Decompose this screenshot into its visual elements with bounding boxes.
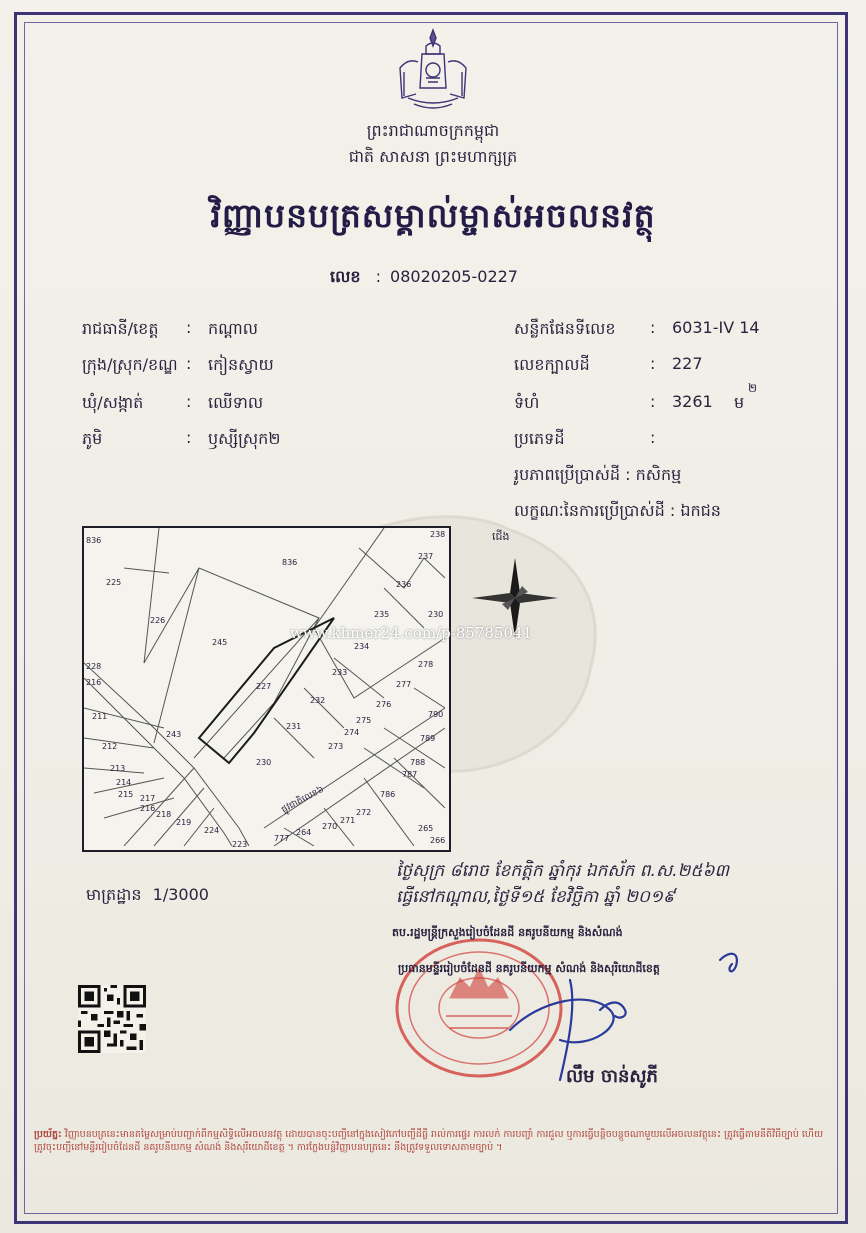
number-value: 08020205-0227: [390, 267, 518, 286]
sep-map-sheet: :: [650, 318, 656, 337]
map-parcel-label: 277: [396, 680, 412, 689]
value-commune: ឈើទាល: [208, 393, 264, 412]
land-use: [514, 464, 681, 488]
map-parcel-label: 264: [296, 828, 312, 837]
area-unit-superscript: ២: [748, 381, 758, 395]
map-parcel-label: 836: [282, 558, 298, 567]
sep-land-use: :: [625, 465, 631, 484]
sep-parcel-number: :: [650, 354, 656, 373]
sep-village: :: [186, 428, 192, 447]
map-parcel-label: 224: [204, 826, 220, 835]
map-parcel-label: 787: [402, 770, 418, 779]
map-parcel-label: 223: [232, 840, 248, 849]
map-parcel-label: 275: [356, 716, 372, 725]
qr-code[interactable]: [78, 985, 146, 1053]
map-parcel-label: 226: [150, 616, 166, 625]
map-parcel-label: 216: [86, 678, 102, 687]
land-use-characteristic: [514, 500, 721, 524]
label-area: ទំហំ: [514, 393, 540, 412]
value-area: 3261: [672, 392, 713, 411]
map-parcel-label: 245: [212, 638, 228, 647]
map-parcel-label: 230: [428, 610, 444, 619]
value-land-use: កសិកម្ម: [635, 465, 682, 484]
map-parcel-label: 237: [418, 552, 434, 561]
map-parcel-label: 274: [344, 728, 360, 737]
label-land-use-char: លក្ខណៈនៃការប្រើប្រាស់ដី: [514, 501, 665, 520]
value-village: ឫស្សីស្រុក២: [208, 429, 281, 448]
value-map-sheet: 6031-IV 14: [672, 318, 760, 337]
notice-heading: ប្រយ័ត្ន:: [34, 1129, 62, 1140]
map-parcel-label: 777: [274, 834, 290, 843]
certificate-title: វិញ្ញាបនបត្រសម្គាល់ម្ចាស់អចលនវត្ថុ: [210, 196, 656, 235]
kingdom-line: ព្រះរាជាណាចក្រកម្ពុជា: [366, 121, 500, 140]
map-parcel-label: 790: [428, 710, 444, 719]
map-parcel-label: 273: [328, 742, 344, 751]
map-parcel-label: 217: [140, 794, 156, 803]
map-parcel-label: 786: [380, 790, 396, 799]
map-parcel-label: 238: [430, 530, 446, 539]
signature-line-1: តប.រដ្ឋមន្ត្រីក្រសួងរៀបចំដែនដី នគរូបនីយកម្ម និងសំណង់: [392, 926, 623, 939]
sep-land-type: :: [650, 428, 656, 447]
map-parcel-label: 278: [418, 660, 434, 669]
map-parcel-label: 271: [340, 816, 356, 825]
sep-district: :: [186, 354, 192, 373]
label-land-type: ប្រភេទដី: [514, 429, 565, 448]
map-parcel-label: 211: [92, 712, 108, 721]
map-parcel-label: 214: [116, 778, 132, 787]
compass-north-label: ជើង: [492, 530, 510, 543]
map-parcel-label: 235: [374, 610, 390, 619]
label-district: ក្រុង/ស្រុក/ខណ្ឌ: [82, 355, 178, 374]
map-parcel-label: 233: [332, 668, 348, 677]
label-province: រាជធានី/ខេត្ត: [82, 319, 159, 338]
map-parcel-label: 231: [286, 722, 302, 731]
map-parcel-label: 236: [396, 580, 412, 589]
value-district: កៀនស្វាយ: [208, 355, 274, 374]
sep-province: :: [186, 318, 192, 337]
map-parcel-label: 216: [140, 804, 156, 813]
map-parcel-label: 215: [118, 790, 134, 799]
legal-notice: [34, 1128, 824, 1198]
map-parcel-label: 272: [356, 808, 372, 817]
value-province: កណ្ដាល: [208, 319, 258, 338]
number-sep: :: [375, 267, 381, 286]
royal-crest-icon: [388, 28, 478, 112]
signature-line-2: ប្រធានមន្ទីររៀបចំដែនដី នគរូបនីយកម្ម សំណង់ និងសុរិយោដីខេត្ត: [398, 962, 660, 975]
map-parcel-label: 213: [110, 764, 126, 773]
area-unit: ម: [734, 393, 745, 412]
notice-text: វិញ្ញាបនបត្រនេះមានតម្លៃសម្រាប់បញ្ជាក់ពីកម្មសិទ្ធិលើអចលនវត្ថុ ដោយបានចុះបញ្ជីនៅក្នុងសៀវភៅបញ្ជីដីធ្លី រាល់ការផ្ទេរ ការលក់ ការបញ្ចាំ ការជួល ឬការធ្វើបន្តិចបន្តួចណាមួយលើអចលនវត្ថុនេះ ត្រូវធ្វើតាមនីតិវិធីច្បាប់ ហើយត្រូវចុះបញ្ជីនៅមន្ទីររៀបចំដែនដី នគរូបនីយកម្ម សំណង់ និងសុរិយោដីខេត្ត ។ ការក្លែងបន្លំវិញ្ញាបនបត្រនេះ នឹងត្រូវទទួលទោសតាមច្បាប់ ។: [34, 1129, 824, 1153]
scale-label: មាត្រដ្ឋាន: [86, 885, 142, 904]
map-parcel-label: 788: [410, 758, 426, 767]
map-parcel-label: 212: [102, 742, 118, 751]
road-label: ផ្លូវជាតិលេខ៦: [280, 784, 326, 816]
sep-area: :: [650, 392, 656, 411]
map-parcel-label: 219: [176, 818, 192, 827]
map-scale: [86, 884, 209, 908]
website-watermark: www.khmer24.com/p-85785041: [290, 624, 533, 642]
map-parcel-label: 232: [310, 696, 326, 705]
value-parcel-number: 227: [672, 354, 703, 373]
sep-land-use-char: :: [669, 501, 676, 520]
motto-line: ជាតិ សាសនា ព្រះមហាក្សត្រ: [348, 147, 518, 166]
signatory-name: លឹម ចាន់សូភី: [566, 1066, 658, 1087]
lunar-date: ថ្ងៃសុក្រ ៨រោច ខែកត្តិក ឆ្នាំកុរ ឯកស័ក ព.ស.២៥៦៣: [396, 861, 730, 881]
map-parcel-label: 234: [354, 642, 370, 651]
certificate-number: [330, 266, 518, 290]
map-parcel-label: 230: [256, 758, 272, 767]
sep-commune: :: [186, 392, 192, 411]
number-label: លេខ: [330, 267, 361, 286]
issue-date: ធ្វើនៅកណ្ដាល,ថ្ងៃទី១៥ ខែវិច្ឆិកា ឆ្នាំ ២០១៩: [396, 887, 675, 907]
value-land-use-char: ឯកជន: [680, 501, 721, 520]
map-parcel-label: 218: [156, 810, 172, 819]
map-parcel-label: 225: [106, 578, 122, 587]
label-parcel-number: លេខក្បាលដី: [514, 355, 590, 374]
map-parcel-label: 836: [86, 536, 102, 545]
label-land-use: រូបភាពប្រើប្រាស់ដី: [514, 465, 621, 484]
scale-value: 1/3000: [152, 885, 209, 904]
label-commune: ឃុំ/សង្កាត់: [82, 393, 144, 412]
map-parcel-label: 266: [430, 836, 446, 845]
cadastral-map: [82, 526, 451, 852]
map-parcel-label: 228: [86, 662, 102, 671]
map-parcel-label: 265: [418, 824, 434, 833]
map-parcel-label: 227: [256, 682, 272, 691]
map-parcel-label: 270: [322, 822, 338, 831]
label-map-sheet: សន្លឹកផែនទីលេខ: [514, 319, 616, 338]
map-parcel-label: 789: [420, 734, 436, 743]
label-village: ភូមិ: [82, 429, 103, 448]
map-parcel-label: 276: [376, 700, 392, 709]
map-parcel-label: 243: [166, 730, 182, 739]
